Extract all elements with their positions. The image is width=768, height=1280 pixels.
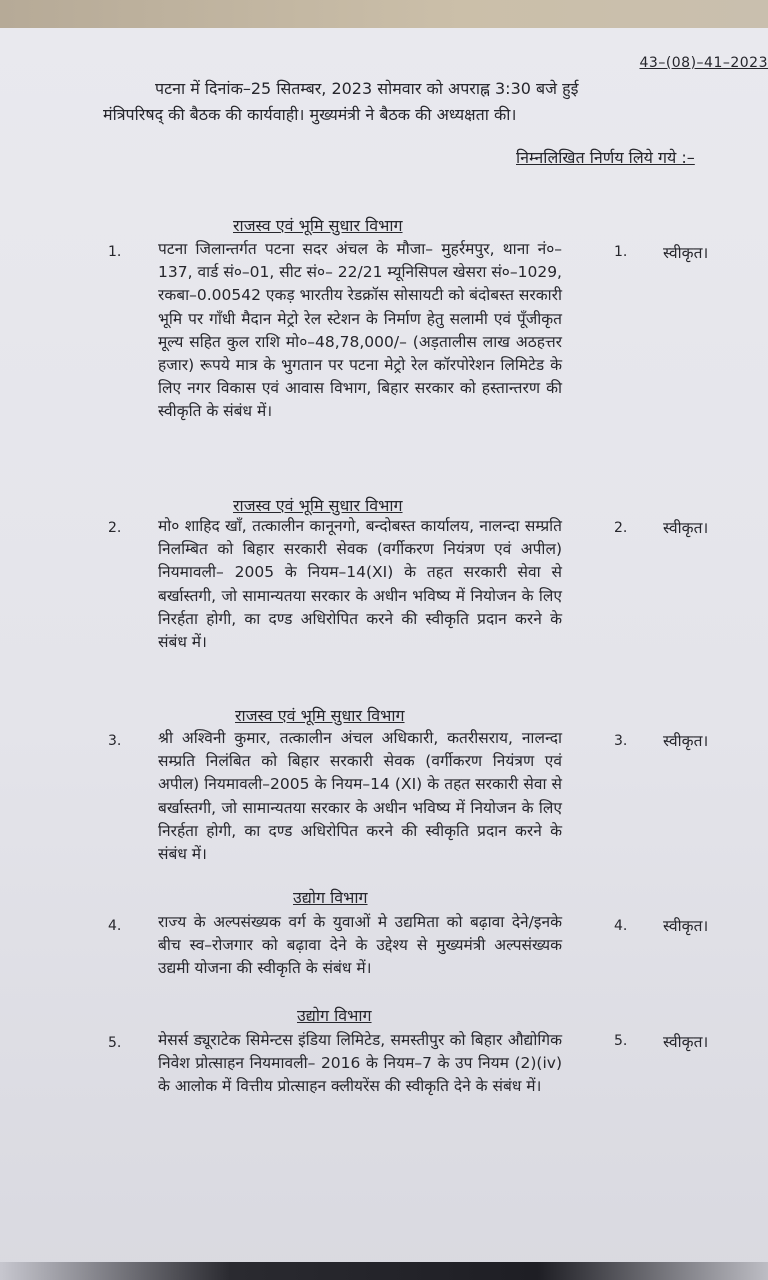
- result-status: स्वीकृत।: [663, 244, 709, 262]
- intro-line-2: मंत्रिपरिषद् की बैठक की कार्यवाही। मुख्यमंत्री ने बैठक की अध्यक्षता की।: [103, 105, 517, 124]
- background-edge-bottom: [0, 1262, 768, 1280]
- result-number: 4.: [614, 918, 628, 934]
- result-status: स्वीकृत।: [663, 519, 709, 537]
- result-status: स्वीकृत।: [663, 917, 709, 935]
- reference-number: 43–(08)–41–2023: [639, 55, 768, 71]
- intro-paragraph: [103, 76, 768, 128]
- item-number: 4.: [108, 918, 122, 934]
- department-heading: राजस्व एवं भूमि सुधार विभाग: [233, 496, 403, 515]
- result-number: 3.: [614, 733, 628, 749]
- result-number: 5.: [614, 1033, 628, 1049]
- item-number: 1.: [108, 244, 122, 260]
- department-heading: राजस्व एवं भूमि सुधार विभाग: [235, 706, 405, 725]
- department-heading: राजस्व एवं भूमि सुधार विभाग: [233, 216, 403, 235]
- result-status: स्वीकृत।: [663, 732, 709, 750]
- item-number: 2.: [108, 520, 122, 536]
- result-number: 1.: [614, 244, 628, 260]
- department-heading: उद्योग विभाग: [297, 1006, 372, 1025]
- item-text: राज्य के अल्पसंख्यक वर्ग के युवाओं मे उद्यमिता को बढ़ावा देने/इनके बीच स्व–रोजगार को बढ़ावा देने के उद्देश्य से मुख्यमंत्री अल्पसंख्यक उद्यमी योजना की स्वीकृति के संबंध में।: [158, 913, 562, 978]
- item-text: पटना जिलान्तर्गत पटना सदर अंचल के मौजा– मुहर्रमपुर, थाना नं०–137, वार्ड सं०–01, सीट सं०– 22/21 म्यूनिसिपल खेसरा सं०–1029, रकबा–0.00542 एकड़ भारतीय रेडक्रॉस सोसायटी को बंदोबस्त सरकारी भूमि पर गाँधी मैदान मेट्रो रेल स्टेशन के निर्माण हेतु सलामी एवं पूँजीकृत मूल्य सहित कुल राशि मो०–48,78,000/– (अड़तालीस लाख अठहत्तर हजार) रूपये मात्र के भुगतान पर पटना मेट्रो रेल कॉरपोरेशन लिमिटेड के लिए नगर विकास एवं आवास विभाग, बिहार सरकार को हस्तान्तरण की स्वीकृति के संबंध में।: [158, 240, 562, 421]
- department-heading: उद्योग विभाग: [293, 888, 368, 907]
- item-number: 5.: [108, 1035, 122, 1051]
- intro-line-1: पटना में दिनांक–25 सितम्बर, 2023 सोमवार को अपराह्न 3:30 बजे हुई: [155, 79, 579, 98]
- item-text: मो० शाहिद खाँ, तत्कालीन कानूनगो, बन्दोबस्त कार्यालय, नालन्दा सम्प्रति निलम्बित को बिहार सरकारी सेवक (वर्गीकरण नियंत्रण एवं अपील) नियमावली– 2005 के नियम–14(XI) के तहत सरकारी सेवा से बर्खास्तगी, जो सामान्यतया सरकार के अधीन भविष्य में नियोजन के लिए निरर्हता होगी, का दण्ड अधिरोपित करने की स्वीकृति प्रदान करने के संबंध में।: [158, 517, 562, 652]
- item-text: मेसर्स ड्यूराटेक सिमेन्टस इंडिया लिमिटेड, समस्तीपुर को बिहार औद्योगिक निवेश प्रोत्साहन नियमावली– 2016 के नियम–7 के उप नियम (2)(iv) के आलोक में वित्तीय प्रोत्साहन क्लीयरेंस की स्वीकृति देने के संबंध में।: [158, 1031, 562, 1096]
- background-edge: [0, 0, 768, 30]
- item-text: श्री अश्विनी कुमार, तत्कालीन अंचल अधिकारी, कतरीसराय, नालन्दा सम्प्रति निलंबित को बिहार सरकारी सेवक (वर्गीकरण नियंत्रण एवं अपील) नियमावली–2005 के नियम–14 (XI) के तहत सरकारी सेवा से बर्खास्तगी, जो सामान्यतया सरकार के अधीन भविष्य में नियोजन के लिए निरर्हता होगी, का दण्ड अधिरोपित करने की स्वीकृति प्रदान करने के संबंध में।: [158, 729, 562, 864]
- result-status: स्वीकृत।: [663, 1033, 709, 1051]
- result-number: 2.: [614, 520, 628, 536]
- item-number: 3.: [108, 733, 122, 749]
- decisions-heading: निम्नलिखित निर्णय लिये गये :–: [516, 148, 695, 167]
